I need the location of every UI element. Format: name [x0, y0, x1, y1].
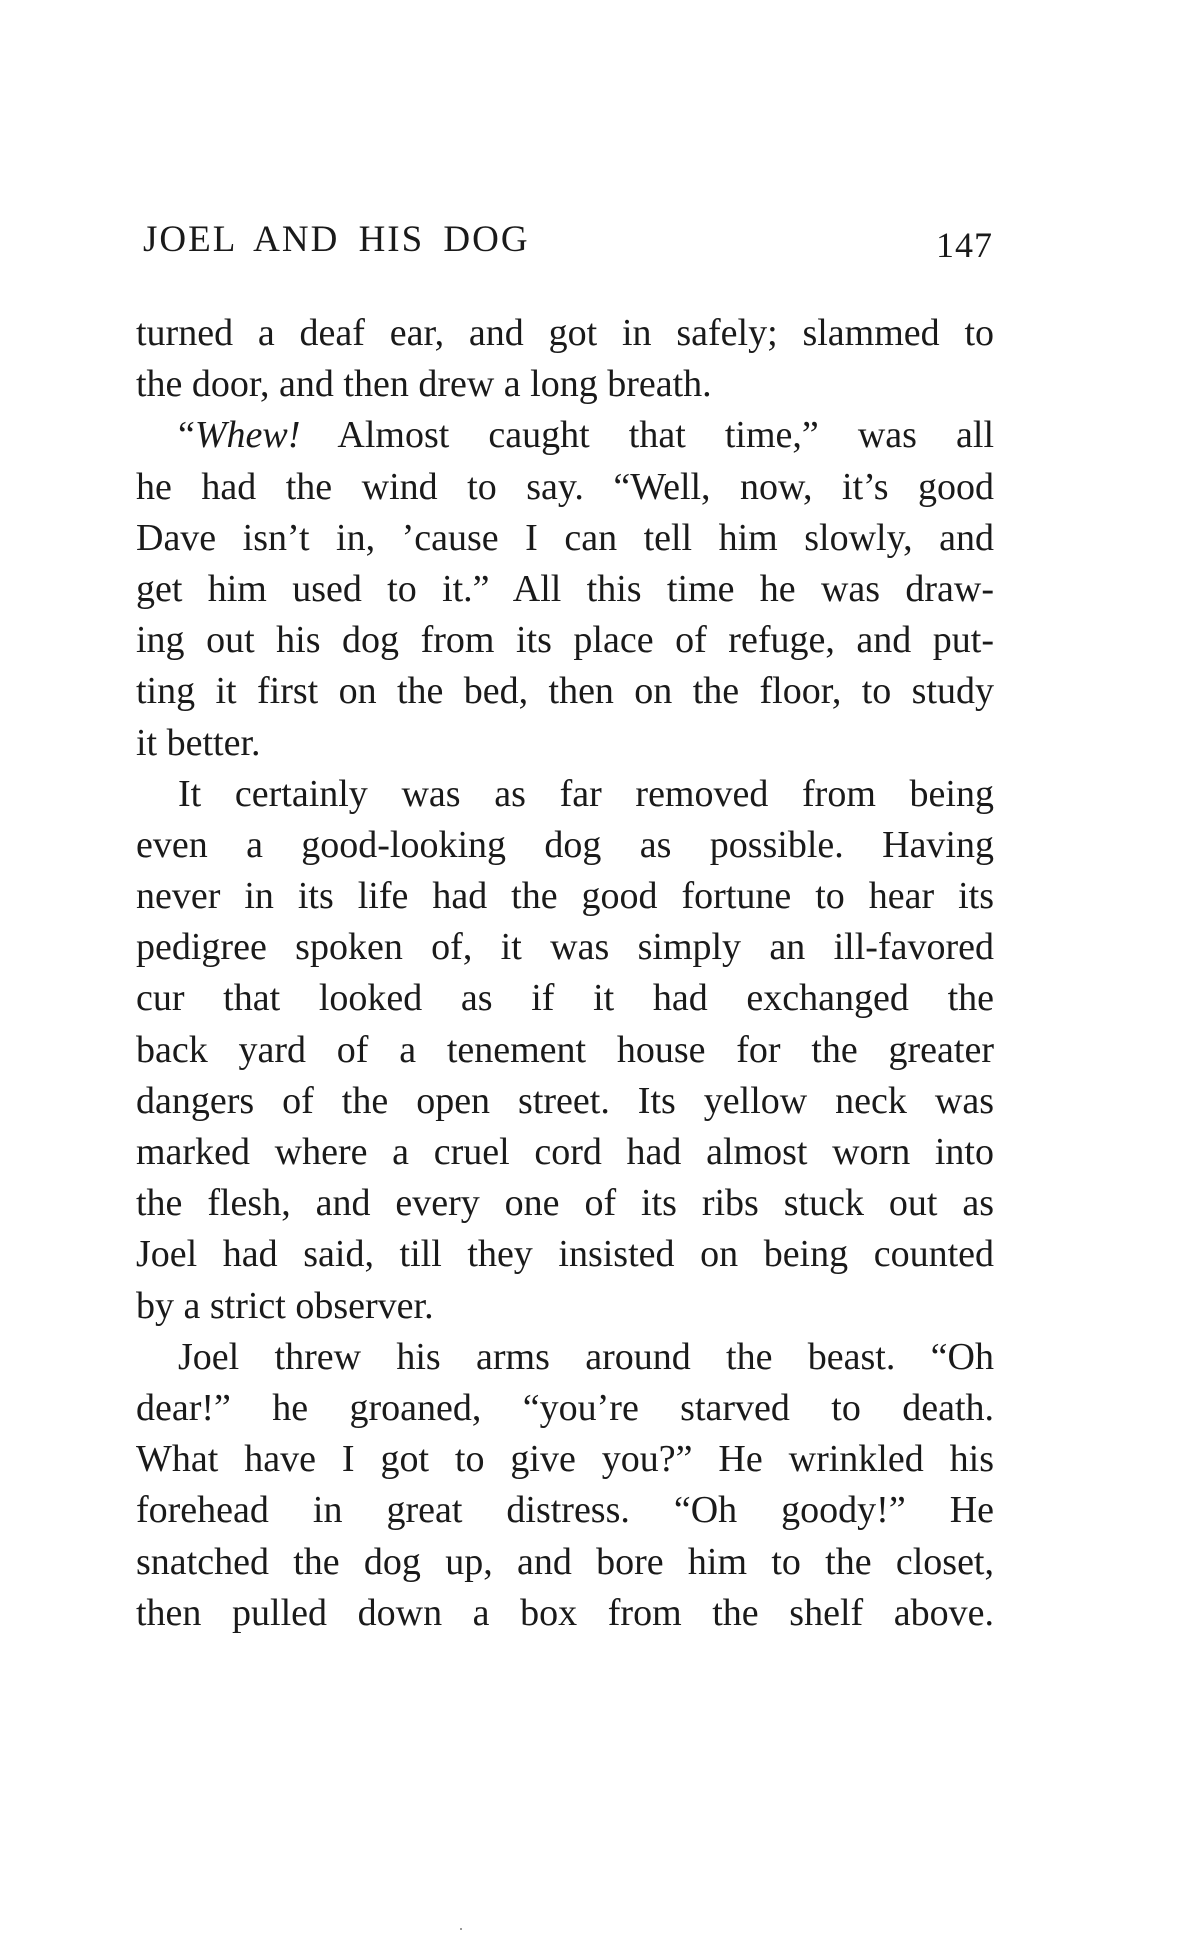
text-line: the flesh, and every one of its ribs stuck out as: [136, 1182, 994, 1225]
text-line: turned a deaf ear, and got in safely; slammed to: [136, 312, 994, 354]
text-line: ing out his dog from its place of refuge, and put-: [136, 619, 994, 662]
text-span: Almost caught that time,” was all: [300, 414, 994, 457]
body-text: [136, 308, 994, 1639]
text-line: cur that looked as if it had exchanged the: [136, 977, 994, 1020]
text-line: he had the wind to say. “Well, now, it’s good: [136, 465, 994, 508]
text-span: “: [178, 414, 195, 457]
text-line: [136, 410, 994, 461]
text-line: never in its life had the good fortune to hear its: [136, 875, 994, 918]
text-line: marked where a cruel cord had almost worn into: [136, 1131, 994, 1173]
text-line: back yard of a tenement house for the greater: [136, 1028, 994, 1071]
running-title: JOEL AND HIS DOG: [143, 219, 530, 260]
emphasis-text: Whew!: [194, 414, 301, 457]
text-line: then pulled down a box from the shelf above.: [136, 1591, 994, 1634]
text-line: Dave isn’t in, ’cause I can tell him slowly, and: [136, 516, 994, 559]
page-number: 147: [936, 225, 993, 265]
text-line: forehead in great distress. “Oh goody!” He: [136, 1489, 994, 1532]
text-line: snatched the dog up, and bore him to the closet,: [136, 1540, 994, 1583]
text-line: by a strict observer.: [136, 1284, 434, 1327]
text-line: even a good-looking dog as possible. Having: [136, 823, 994, 866]
text-line: Joel had said, till they insisted on being counted: [136, 1233, 994, 1276]
scan-speck: [460, 1928, 462, 1930]
text-line: ting it first on the bed, then on the floor, to study: [136, 670, 994, 713]
text-line: dangers of the open street. Its yellow neck was: [136, 1079, 994, 1122]
text-line: the door, and then drew a long breath.: [136, 363, 712, 406]
text-line: What have I got to give you?” He wrinkled his: [136, 1438, 994, 1481]
text-line: It certainly was as far removed from being: [178, 772, 994, 815]
text-line: dear!” he groaned, “you’re starved to death.: [136, 1386, 994, 1429]
text-line: Joel threw his arms around the beast. “Oh: [178, 1335, 994, 1378]
running-head: [143, 218, 993, 268]
text-line: it better.: [136, 721, 261, 764]
text-line: get him used to it.” All this time he was draw-: [136, 567, 994, 610]
text-line: pedigree spoken of, it was simply an ill-favored: [136, 926, 994, 969]
